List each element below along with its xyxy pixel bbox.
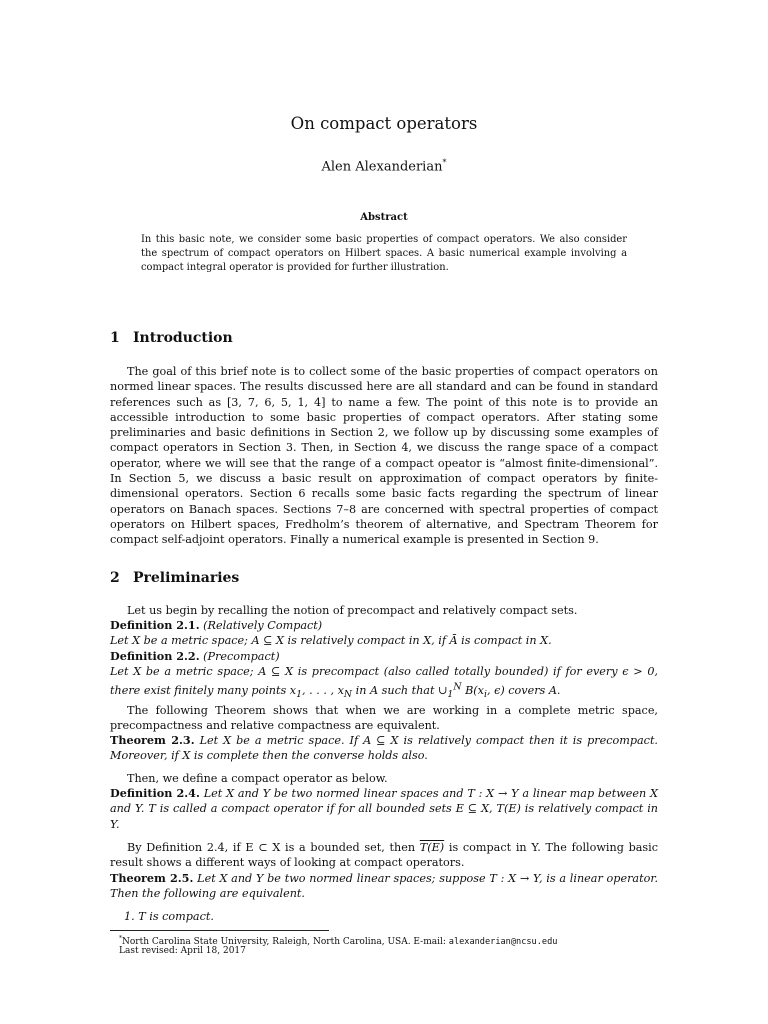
footnote-rule [110,930,329,931]
author-name: Alen Alexanderian [321,159,443,175]
definition-name: (Precompact) [203,650,280,663]
abstract-text: In this basic note, we consider some basic properties of compact operators. We also consider the spectrum of compact operators on Hilbert spaces. A basic numerical example involving a compact integral operator is provided for further illustration. [141,234,627,273]
definition-2-4 [110,786,658,832]
compact-operator-intro: Then, we define a compact operator as below. [127,772,388,785]
theorem-label: Theorem 2.5. [110,871,194,885]
definition-body: Let X be a metric space; A ⊆ X is relatively compact in X, if Ā is compact in X. [110,634,552,648]
section-title: Introduction [133,330,233,346]
definition-2-2 [110,649,658,703]
author-footnote-mark: * [442,158,447,167]
definition-label: Definition 2.2. [110,649,200,663]
footnote-revised: Last revised: April 18, 2017 [119,946,246,956]
definition-label: Definition 2.4. [110,786,200,800]
definition-body: Let X and Y be two normed linear spaces and T : X → Y a linear map between X and Y. T is called a compact operator if for all bounded sets E ⊆ X, T(E) is relatively compact in Y. [110,787,659,831]
compact-operator-paragraph: By Definition 2.4, if E ⊂ X is a bounded set, then T(E) is compact in Y. The following basic result shows a different ways of looking at compact operators. [110,841,658,870]
definition-name: (Relatively Compact) [203,619,323,632]
footnote-text: North Carolina State University, Raleigh, North Carolina, USA. E-mail: [122,937,449,947]
paper-author [110,158,658,174]
theorem-2-5 [110,871,658,902]
section-number: 2 [110,570,120,586]
footnote-mark: * [119,935,122,942]
theorem-intro-paragraph: The following Theorem shows that when we are working in a complete metric space, precompactness and relative compactness are equivalent. [110,704,658,733]
section-heading-introduction [110,330,233,346]
abstract-heading: Abstract [360,212,408,223]
theorem-list-item: 1. T is compact. [124,910,214,923]
definition-label: Definition 2.1. [110,618,200,632]
paper-title: On compact operators [290,114,478,133]
theorem-body: Let X and Y be two normed linear spaces; suppose T : X → Y, is a linear operator. Then the following are equivalent. [110,872,658,901]
definition-body: Let X be a metric space; A ⊆ X is precompact (also called totally bounded) if for every ϵ > 0, there exist finitely many points $x_1$, . . . , $x_N$ in A such that $\cup_1^N$ $B(x_i$, ϵ) covers A. [110,665,658,701]
footnote-email: alexanderian@ncsu.edu [448,937,558,947]
introduction-paragraph: The goal of this brief note is to collect some of the basic properties of compact operators on normed linear spaces. The results discussed here are all standard and can be found in standard references such as [3, 7, 6, 5, 1, 4] to name a few. The point of this note is to provide an accessible introduction to some basic properties of compact operators. After stating some preliminaries and basic definitions in Section 2, we follow up by discussing some examples of compact operators in Section 3. Then, in Section 4, we discuss the range space of a compact operator, where we will see that the range of a compact opeator is “almost finite-dimensional”. In Section 5, we discuss a basic result on approximation of compact operators by finite-dimensional operators. Section 6 recalls some basic facts regarding the spectrum of linear operators on Banach spaces. Sections 7–8 are concerned with spectral properties of compact operators on Hilbert spaces, Fredholm’s theorem of alternative, and Spectram Theorem for compact self-adjoint operators. Finally a numerical example is presented in Section 9. [110,365,658,547]
theorem-label: Theorem 2.3. [110,733,195,747]
preliminaries-intro: Let us begin by recalling the notion of precompact and relatively compact sets. [127,604,578,617]
definition-2-1 [110,618,658,649]
theorem-body: Let X be a metric space. If A ⊆ X is relatively compact then it is precompact. Moreover, if X is complete then the converse holds also. [110,734,658,763]
theorem-2-3 [110,733,658,764]
section-title: Preliminaries [133,570,240,586]
section-number: 1 [110,330,120,346]
paper-page [110,0,658,1024]
section-heading-preliminaries [110,570,239,586]
